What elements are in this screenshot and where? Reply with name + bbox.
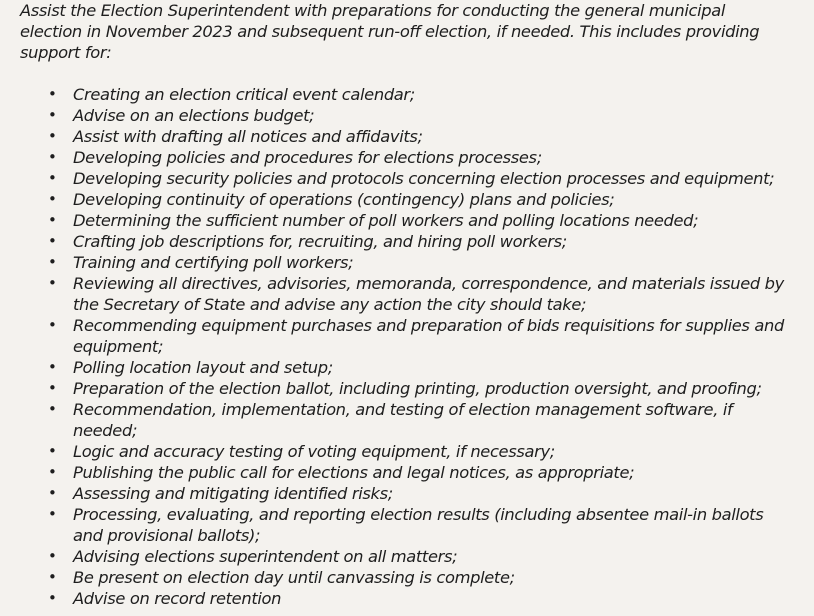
list-item (20, 399, 793, 441)
list-item-text: Advise on an elections budget; (73, 106, 315, 125)
bullet-icon: • (48, 148, 57, 166)
bullet-icon: • (48, 547, 57, 565)
list-item-text: Determining the sufficient number of poll workers and polling locations needed; (73, 211, 699, 230)
bullet-icon: • (48, 232, 57, 250)
list-item (20, 462, 793, 483)
list-item (20, 441, 793, 462)
list-item (20, 588, 793, 609)
intro-paragraph: Assist the Election Superintendent with preparations for conducting the general municipal election in November 2023 and subsequent run-off election, if needed. This includes providing support for: (20, 1, 760, 62)
list-item-text: Training and certifying poll workers; (73, 253, 354, 272)
bullet-icon: • (48, 85, 57, 103)
bullet-icon: • (48, 106, 57, 124)
list-item-text: Recommendation, implementation, and testing of election management software, if needed; (73, 400, 733, 440)
list-item-text: Developing policies and procedures for elections processes; (73, 148, 542, 167)
list-item (20, 105, 793, 126)
bullet-icon: • (48, 379, 57, 397)
list-item (20, 147, 793, 168)
list-item (20, 126, 793, 147)
bullet-icon: • (48, 358, 57, 376)
list-item (20, 483, 793, 504)
list-item (20, 315, 793, 357)
list-item-text: Assist with drafting all notices and affidavits; (73, 127, 423, 146)
list-item (20, 84, 793, 105)
list-item-text: Creating an election critical event calendar; (73, 85, 415, 104)
list-item (20, 357, 793, 378)
list-item-text: Assessing and mitigating identified risks; (73, 484, 393, 503)
bullet-icon: • (48, 274, 57, 292)
bullet-icon: • (48, 316, 57, 334)
list-item-text: Publishing the public call for elections and legal notices, as appropriate; (73, 463, 635, 482)
bullet-icon: • (48, 127, 57, 145)
bullet-icon: • (48, 589, 57, 607)
list-item (20, 546, 793, 567)
list-item (20, 231, 793, 252)
list-item-text: Developing continuity of operations (contingency) plans and policies; (73, 190, 615, 209)
bullet-icon: • (48, 211, 57, 229)
list-item (20, 210, 793, 231)
bullet-icon: • (48, 400, 57, 418)
bullet-icon: • (48, 190, 57, 208)
list-item (20, 378, 793, 399)
list-item (20, 189, 793, 210)
list-item-text: Preparation of the election ballot, including printing, production oversight, and proofing; (73, 379, 762, 398)
bullet-icon: • (48, 442, 57, 460)
list-item-text: Processing, evaluating, and reporting election results (including absentee mail-in ballots and provisional ballots); (73, 505, 764, 545)
list-item-text: Advise on record retention (73, 589, 282, 608)
list-item (20, 567, 793, 588)
task-list (20, 84, 794, 609)
list-item-text: Polling location layout and setup; (73, 358, 333, 377)
list-item-text: Developing security policies and protocols concerning election processes and equipment; (73, 169, 775, 188)
bullet-icon: • (48, 568, 57, 586)
list-item-text: Logic and accuracy testing of voting equipment, if necessary; (73, 442, 555, 461)
bullet-icon: • (48, 253, 57, 271)
list-item (20, 273, 793, 315)
bullet-icon: • (48, 484, 57, 502)
list-item-text: Recommending equipment purchases and preparation of bids requisitions for supplies and equipment; (73, 316, 784, 356)
list-item-text: Reviewing all directives, advisories, memoranda, correspondence, and materials issued by the Secretary of State and advise any action the city should take; (73, 274, 784, 314)
list-item-text: Crafting job descriptions for, recruiting, and hiring poll workers; (73, 232, 567, 251)
bullet-icon: • (48, 169, 57, 187)
list-item (20, 252, 793, 273)
bullet-icon: • (48, 505, 57, 523)
list-item (20, 504, 793, 546)
list-item-text: Advising elections superintendent on all matters; (73, 547, 458, 566)
list-item (20, 168, 793, 189)
list-item-text: Be present on election day until canvassing is complete; (73, 568, 515, 587)
bullet-icon: • (48, 463, 57, 481)
